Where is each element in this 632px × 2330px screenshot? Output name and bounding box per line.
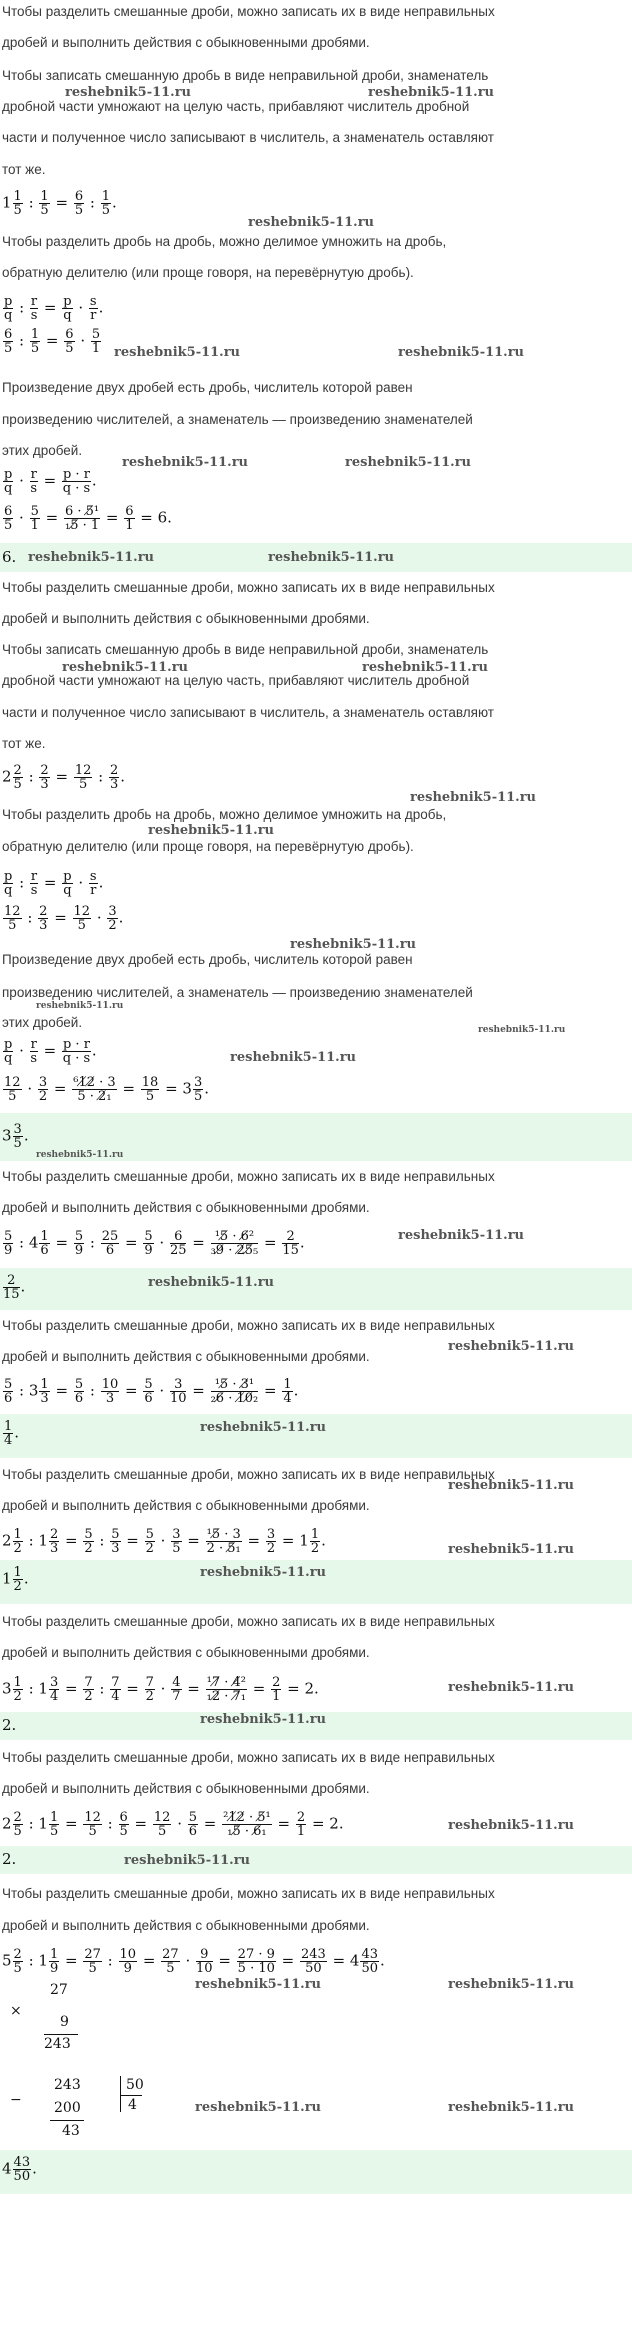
rule-text: этих дробей. [2, 1015, 83, 1030]
equation: 3 $\frac{1}{2}$ : 1 $\frac{3}{4}$ = $\frac{7}{2}$ : $\frac{7}{4}$ = $\frac{7}{2}$ · $\frac{4}{7}$ = $\frac{\text{¹7̸ · 4̸²}}{\text{₁2̸ · 7̸₁}}$ = $\frac{2}{1}$ = 2. [2, 1675, 319, 1704]
rule-text: дробей и выполнить действия с обыкновенными дробями. [2, 35, 370, 50]
div-bracket-line [120, 2095, 142, 2096]
rule-text: дробей и выполнить действия с обыкновенными дробями. [2, 611, 370, 626]
answer-value: $\frac{1}{4}$ . [4, 1419, 20, 1448]
answer-box [0, 1268, 632, 1310]
equation: $\frac{6}{5}$ : $\frac{1}{5}$ = $\frac{6}{5}$ · $\frac{5}{1}$ [4, 327, 101, 356]
watermark: reshebnik5-11.ru [148, 823, 275, 838]
div-divisor: 50 [126, 2077, 144, 2093]
rule-text: Произведение двух дробей есть дробь, числитель которой равен [2, 952, 413, 967]
rule-text: Произведение двух дробей есть дробь, числитель которой равен [2, 380, 413, 395]
rule-text: произведению числителей, а знаменатель — произведению знаменателей [2, 412, 473, 427]
equation: $\frac{p}{q}$ : $\frac{r}{s}$ = $\frac{p}{q}$ · $\frac{s}{r}$ . [4, 869, 104, 898]
rule-text: Чтобы разделить дробь на дробь, можно делимое умножить на дробь, [2, 807, 447, 822]
watermark: reshebnik5-11.ru [448, 1339, 575, 1354]
watermark: reshebnik5-11.ru [36, 1001, 124, 1011]
answer-value: 4 $\frac{43}{50}$ . [2, 2155, 37, 2184]
watermark: reshebnik5-11.ru [448, 1818, 575, 1833]
rule-text: Чтобы разделить смешанные дроби, можно записать их в виде неправильных [2, 580, 495, 595]
answer-value: $\frac{2}{15}$ . [3, 1273, 26, 1302]
watermark: reshebnik5-11.ru [345, 455, 472, 470]
equation: 2 $\frac{2}{5}$ : 1 $\frac{1}{5}$ = $\frac{12}{5}$ : $\frac{6}{5}$ = $\frac{12}{5}$ · $\frac{5}{6}$ = $\frac{\text{²1̸2̸ · 5̸¹}}{\text{₁5̸ · 6̸₁}}$ = $\frac{2}{1}$ = 2. [2, 1810, 344, 1839]
answer-value: 1 $\frac{1}{2}$ . [2, 1565, 29, 1594]
answer-box [0, 2150, 632, 2194]
answer-value: 2. [2, 1850, 17, 1868]
watermark: reshebnik5-11.ru [362, 660, 489, 675]
mul-bottom: 9 [60, 2014, 69, 2030]
watermark: reshebnik5-11.ru [478, 1025, 566, 1035]
rule-text: обратную делителю (или проще говоря, на перевёрнутую дробь). [2, 839, 414, 854]
watermark: reshebnik5-11.ru [200, 1565, 327, 1580]
div-line [50, 2120, 84, 2121]
watermark: reshebnik5-11.ru [248, 215, 375, 230]
rule-text: дробной части умножают на целую часть, прибавляют числитель дробной [2, 99, 470, 114]
rule-text: Чтобы разделить смешанные дроби, можно записать их в виде неправильных [2, 1750, 495, 1765]
rule-text: части и полученное число записывают в числитель, а знаменатель оставляют [2, 130, 494, 145]
equation: 5 $\frac{2}{5}$ : 1 $\frac{1}{9}$ = $\frac{27}{5}$ : $\frac{10}{9}$ = $\frac{27}{5}$ · $\frac{9}{10}$ = $\frac{27 \cdot 9}{5 \cdot 10}$ = $\frac{243}{50}$ = 4 $\frac{43}{50}$ . [2, 1947, 385, 1976]
rule-text: дробей и выполнить действия с обыкновенными дробями. [2, 1498, 370, 1513]
answer-value: 2. [2, 1716, 17, 1734]
rule-text: Чтобы записать смешанную дробь в виде неправильной дроби, знаменатель [2, 642, 489, 657]
equation: $\frac{5}{9}$ : 4 $\frac{1}{6}$ = $\frac{5}{9}$ : $\frac{25}{6}$ = $\frac{5}{9}$ · $\frac{6}{25}$ = $\frac{\text{¹5̸ · 6̸²}}{\text{₃9̸ · 2̸5̸₅}}$ = $\frac{2}{15}$ . [4, 1229, 305, 1258]
rule-text: дробной части умножают на целую часть, прибавляют числитель дробной [2, 673, 470, 688]
equation: $\frac{12}{5}$ : $\frac{2}{3}$ = $\frac{12}{5}$ · $\frac{3}{2}$ . [4, 904, 124, 933]
rule-text: Чтобы разделить смешанные дроби, можно записать их в виде неправильных [2, 1614, 495, 1629]
minus-sign: − [10, 2092, 22, 2108]
watermark: reshebnik5-11.ru [448, 1977, 575, 1992]
rule-text: Чтобы разделить смешанные дроби, можно записать их в виде неправильных [2, 1886, 495, 1901]
watermark: reshebnik5-11.ru [122, 455, 249, 470]
watermark: reshebnik5-11.ru [200, 1420, 327, 1435]
watermark: reshebnik5-11.ru [448, 1680, 575, 1695]
rule-text: части и полученное число записывают в числитель, а знаменатель оставляют [2, 705, 494, 720]
equation: 2 $\frac{2}{5}$ : $\frac{2}{3}$ = $\frac{12}{5}$ : $\frac{2}{3}$ . [2, 763, 126, 792]
rule-text: дробей и выполнить действия с обыкновенными дробями. [2, 1645, 370, 1660]
rule-text: дробей и выполнить действия с обыкновенными дробями. [2, 1781, 370, 1796]
mul-line [44, 2034, 78, 2035]
equation: 1 $\frac{1}{5}$ : $\frac{1}{5}$ = $\frac{6}{5}$ : $\frac{1}{5}$ . [2, 189, 117, 218]
watermark: reshebnik5-11.ru [448, 2100, 575, 2115]
answer-box [0, 1846, 632, 1874]
watermark: reshebnik5-11.ru [62, 660, 189, 675]
rule-text: произведению числителей, а знаменатель — произведению знаменателей [2, 985, 473, 1000]
rule-text: этих дробей. [2, 443, 83, 458]
div-dividend: 243 [54, 2077, 81, 2093]
equation: $\frac{12}{5}$ · $\frac{3}{2}$ = $\frac{\text{⁶1̸2̸ · 3}}{\text{5 · 2̸₁}}$ = $\frac{18}{5}$ = 3 $\frac{3}{5}$ . [4, 1075, 210, 1104]
div-quotient: 4 [128, 2097, 137, 2113]
watermark: reshebnik5-11.ru [148, 1275, 275, 1290]
watermark: reshebnik5-11.ru [268, 550, 395, 565]
equation: $\frac{6}{5}$ · $\frac{5}{1}$ = $\frac{\text{6 · 5̸¹}}{\text{₁5̸ · 1}}$ = $\frac{6}{1}$ = 6. [4, 504, 172, 533]
watermark: reshebnik5-11.ru [410, 790, 537, 805]
watermark: reshebnik5-11.ru [398, 1228, 525, 1243]
rule-text: Чтобы разделить смешанные дроби, можно записать их в виде неправильных [2, 1467, 495, 1482]
div-sub: 200 [54, 2100, 81, 2116]
watermark: reshebnik5-11.ru [195, 1977, 322, 1992]
rule-text: Чтобы разделить смешанные дроби, можно записать их в виде неправильных [2, 4, 495, 19]
watermark: reshebnik5-11.ru [36, 1150, 124, 1160]
rule-text: Чтобы записать смешанную дробь в виде неправильной дроби, знаменатель [2, 68, 489, 83]
answer-value: 3 $\frac{3}{5}$ . [2, 1122, 29, 1151]
answer-value: 6. [2, 548, 17, 566]
rule-text: дробей и выполнить действия с обыкновенными дробями. [2, 1200, 370, 1215]
times-sign: × [10, 2003, 22, 2019]
watermark: reshebnik5-11.ru [65, 85, 192, 100]
rule-text: дробей и выполнить действия с обыкновенными дробями. [2, 1918, 370, 1933]
watermark: reshebnik5-11.ru [28, 550, 155, 565]
equation: $\frac{5}{6}$ : 3 $\frac{1}{3}$ = $\frac{5}{6}$ : $\frac{10}{3}$ = $\frac{5}{6}$ · $\frac{3}{10}$ = $\frac{\text{¹5̸ · 3̸¹}}{\text{₂6̸ · 1̸0̸₂}}$ = $\frac{1}{4}$ . [4, 1377, 299, 1406]
equation: 2 $\frac{1}{2}$ : 1 $\frac{2}{3}$ = $\frac{5}{2}$ : $\frac{5}{3}$ = $\frac{5}{2}$ · $\frac{3}{5}$ = $\frac{\text{¹5̸ · 3}}{\text{2 · 5̸₁}}$ = $\frac{3}{2}$ = 1 $\frac{1}{2}$ . [2, 1527, 326, 1556]
rule-text: Чтобы разделить смешанные дроби, можно записать их в виде неправильных [2, 1318, 495, 1333]
rule-text: дробей и выполнить действия с обыкновенными дробями. [2, 1349, 370, 1364]
mul-top: 27 [50, 1982, 68, 1998]
watermark: reshebnik5-11.ru [448, 1478, 575, 1493]
rule-text: тот же. [2, 736, 46, 751]
rule-text: тот же. [2, 162, 46, 177]
watermark: reshebnik5-11.ru [368, 85, 495, 100]
rule-text: Чтобы разделить дробь на дробь, можно делимое умножить на дробь, [2, 234, 447, 249]
watermark: reshebnik5-11.ru [195, 2100, 322, 2115]
watermark: reshebnik5-11.ru [448, 1542, 575, 1557]
watermark: reshebnik5-11.ru [124, 1853, 251, 1868]
equation: $\frac{p}{q}$ · $\frac{r}{s}$ = $\frac{p \cdot r}{q \cdot s}$ . [4, 467, 97, 496]
equation: $\frac{p}{q}$ · $\frac{r}{s}$ = $\frac{p \cdot r}{q \cdot s}$ . [4, 1037, 97, 1066]
div-rest: 43 [62, 2123, 80, 2139]
watermark: reshebnik5-11.ru [398, 345, 525, 360]
rule-text: обратную делителю (или проще говоря, на перевёрнутую дробь). [2, 265, 414, 280]
equation: $\frac{p}{q}$ : $\frac{r}{s}$ = $\frac{p}{q}$ · $\frac{s}{r}$ . [4, 294, 104, 323]
watermark: reshebnik5-11.ru [200, 1712, 327, 1727]
mul-result: 243 [44, 2036, 71, 2052]
watermark: reshebnik5-11.ru [114, 345, 241, 360]
rule-text: Чтобы разделить смешанные дроби, можно записать их в виде неправильных [2, 1169, 495, 1184]
watermark: reshebnik5-11.ru [230, 1050, 357, 1065]
div-bracket [120, 2076, 121, 2112]
watermark: reshebnik5-11.ru [290, 937, 417, 952]
